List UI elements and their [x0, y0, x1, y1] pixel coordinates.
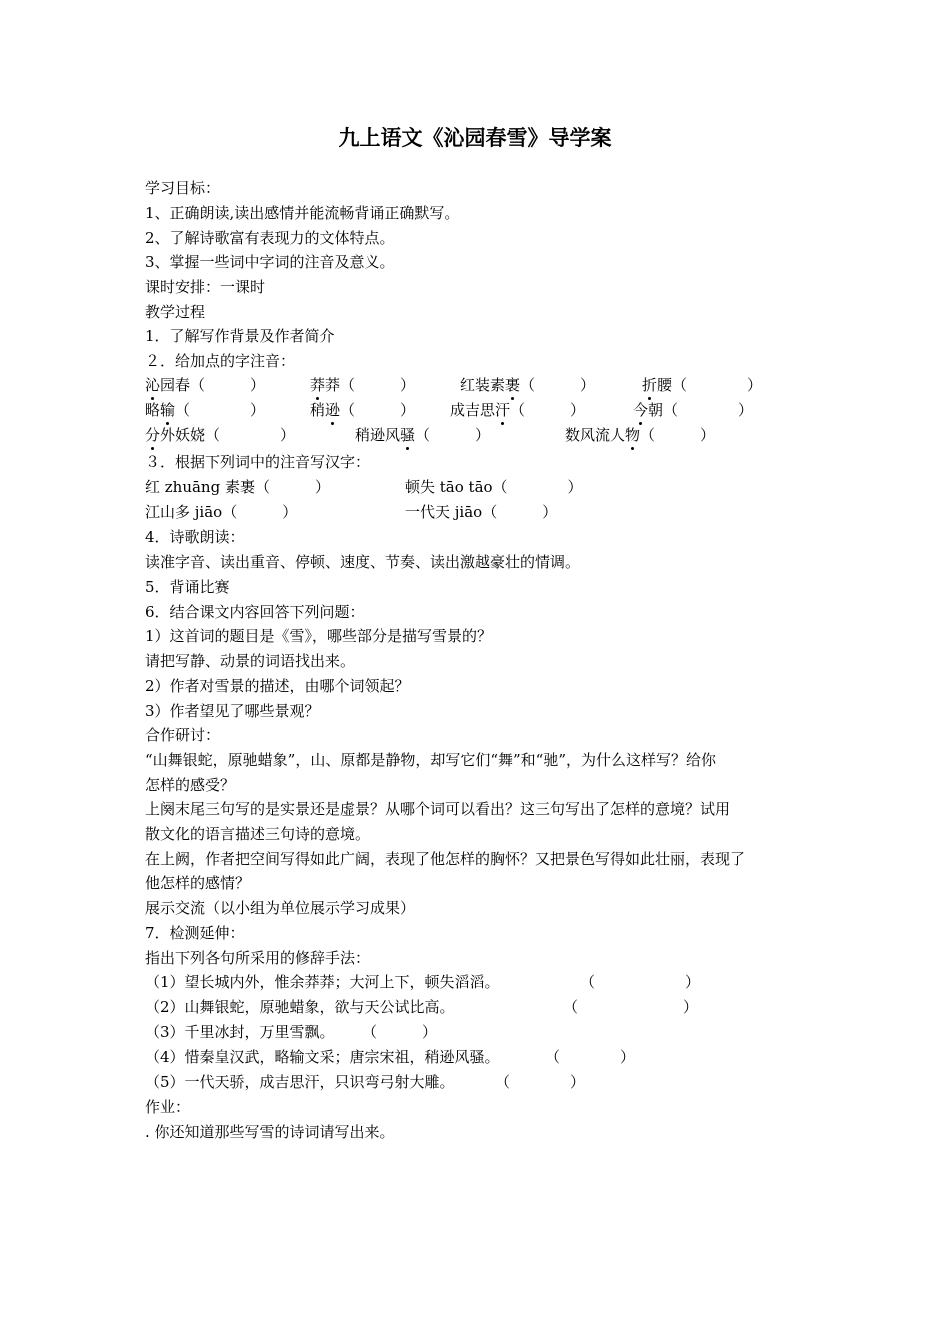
pinyin-item: 沁园春（ ） [145, 376, 266, 394]
step-2-heading: ２．给加点的字注音： [145, 352, 296, 370]
dotted-char: 莽 [310, 376, 326, 394]
rhetoric-item: （2）山舞银蛇，原驰蜡象，欲与天公试比高。 [145, 998, 455, 1016]
pinyin-item: 折腰（ ） [642, 376, 763, 394]
question-3: 3）作者望见了哪些景观？ [145, 702, 320, 720]
rhetoric-blank: （ ） [563, 998, 699, 1016]
dotted-char: 物 [625, 426, 641, 444]
pinyin-item: 略输（ ） [145, 401, 266, 419]
dotted-char: 沁 [145, 376, 161, 394]
rhetoric-blank: （ ） [362, 1023, 438, 1041]
page-title: 九上语文《沁园春雪》导学案 [338, 126, 612, 150]
hanzi-item: 红 zhuāng 素裹（ ） [145, 478, 330, 496]
dotted-char: 逊 [325, 401, 341, 419]
objective-item: 3、掌握一些词中字词的注音及意义。 [145, 253, 395, 271]
coop-question-3: 在上阙，作者把空间写得如此广阔，表现了他怎样的胸怀？又把景色写得如此壮丽，表现了 [145, 850, 746, 868]
step-3-heading: ３．根据下列词中的注音写汉字： [145, 453, 371, 471]
pinyin-item: 红装素裹（ ） [460, 376, 596, 394]
hanzi-item: 顿失 tāo tāo（ ） [405, 478, 583, 496]
coop-question-3-cont: 他怎样的感情？ [145, 874, 251, 892]
objective-item: 2、了解诗歌富有表现力的文体特点。 [145, 229, 395, 247]
process-heading: 教学过程 [145, 303, 206, 321]
dotted-char: 汗 [495, 401, 511, 419]
rhetoric-item: （1）望长城内外，惟余莽莽；大河上下，顿失滔滔。 [145, 973, 500, 991]
hanzi-item: 江山多 jiāo（ ） [145, 503, 298, 521]
pinyin-item: 成吉思汗（ ） [450, 401, 586, 419]
coop-question-1: “山舞银蛇，原驰蜡象”，山、原都是静物，却写它们“舞”和“驰”，为什么这样写？给你 [145, 751, 717, 769]
rhetoric-blank: （ ） [495, 1073, 586, 1091]
coop-question-1-cont: 怎样的感受？ [145, 776, 236, 794]
dotted-char: 折 [642, 376, 658, 394]
question-2: 2）作者对雪景的描述，由哪个词领起？ [145, 677, 410, 695]
dotted-char: 今 [633, 401, 649, 419]
step-7-intro: 指出下列各句所采用的修辞手法： [145, 949, 371, 967]
step-1: 1．了解写作背景及作者简介 [145, 327, 335, 345]
coop-heading: 合作研讨： [145, 726, 221, 744]
homework-item: . 你还知道那些写雪的诗词请写出来。 [145, 1123, 395, 1141]
pinyin-item: 莽莽（ ） [310, 376, 416, 394]
step-4-text: 读准字音、读出重音、停顿、速度、节奏、读出激越豪壮的情调。 [145, 553, 581, 571]
hanzi-item: 一代天 jiāo（ ） [405, 503, 558, 521]
rhetoric-blank: （ ） [545, 1048, 636, 1066]
pinyin-item: 数风流人物（ ） [565, 426, 716, 444]
question-1-followup: 请把写静、动景的词语找出来。 [145, 652, 356, 670]
pinyin-item: 今朝（ ） [633, 401, 754, 419]
rhetoric-item: （5）一代天骄，成吉思汗，只识弯弓射大雕。 [145, 1073, 455, 1091]
step-7-heading: 7．检测延伸： [145, 924, 245, 942]
step-5: 5．背诵比赛 [145, 578, 230, 596]
homework-heading: 作业： [145, 1098, 191, 1116]
step-6-heading: 6．结合课文内容回答下列问题： [145, 603, 365, 621]
pinyin-item: 稍逊风骚（ ） [355, 426, 491, 444]
dotted-char: 输 [160, 401, 176, 419]
rhetoric-item: （3）千里冰封，万里雪飘。 [145, 1023, 335, 1041]
dotted-char: 分 [145, 426, 161, 444]
coop-question-2: 上阕末尾三句写的是实景还是虚景？从哪个词可以看出？这三句写出了怎样的意境？试用 [145, 800, 731, 818]
rhetoric-item: （4）惜秦皇汉武，略输文采；唐宗宋祖，稍逊风骚。 [145, 1048, 500, 1066]
dotted-char: 裹 [505, 376, 521, 394]
pinyin-item: 稍逊（ ） [310, 401, 416, 419]
objective-item: 1、正确朗读,读出感情并能流畅背诵正确默写。 [145, 204, 460, 222]
show-line: 展示交流（以小组为单位展示学习成果） [145, 899, 416, 917]
schedule-line: 课时安排：一课时 [145, 278, 266, 296]
question-1: 1）这首词的题目是《雪》，哪些部分是描写雪景的？ [145, 627, 493, 645]
step-4-heading: 4．诗歌朗读： [145, 528, 245, 546]
rhetoric-blank: （ ） [580, 973, 701, 991]
dotted-char: 骚 [400, 426, 416, 444]
coop-question-2-cont: 散文化的语言描述三句诗的意境。 [145, 825, 371, 843]
objectives-heading: 学习目标： [145, 179, 221, 197]
pinyin-item: 分外妖娆（ ） [145, 426, 296, 444]
